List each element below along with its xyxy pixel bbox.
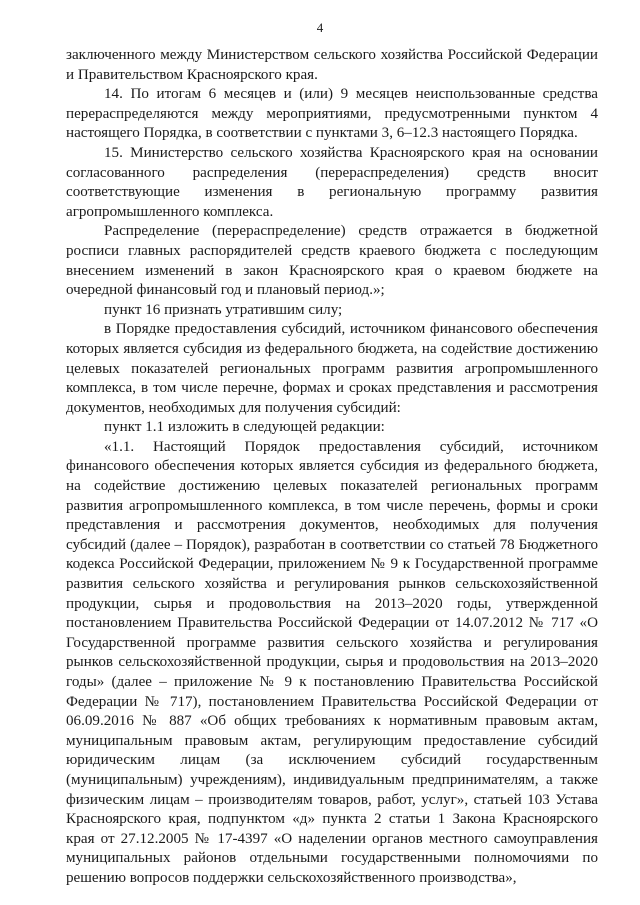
paragraph: 15. Министерство сельского хозяйства Красноярского края на основании согласованного распределения (перераспределения) средств вносит соответствующие изменения в региональную программу развития агропромышленного комплекса. xyxy=(66,144,598,220)
document-body xyxy=(66,46,598,889)
paragraph: заключенного между Министерством сельского хозяйства Российской Федерации и Правительством Красноярского края. xyxy=(66,47,598,83)
paragraph: «1.1. Настоящий Порядок предоставления субсидий, источником финансового обеспечения которых является субсидия из федерального бюджета, на содействие достижению целевых показателей региональных программ развития агропромышленного комплекса, в том числе перечень, формы и сроки представления и рассмотрения документов, необходимых для получения субсидий (далее – Порядок), разработан в соответствии со статьей 78 Бюджетного кодекса Российской Федерации, приложением № 9 к Государственной программе развития сельского хозяйства и регулирования рынков сельскохозяйственной продукции, сырья и продовольствия на 2013–2020 годы, утвержденной постановлением Правительства Российской Федерации от 14.07.2012 № 717 «О Государственной программе развития сельского хозяйства и регулирования рынков сельскохозяйственной продукции, сырья и продовольствия на 2013–2020 годы» (далее – приложение № 9 к постановлению Правительства Российской Федерации № 717), постановлением Правительства Российской Федерации от 06.09.2016 № 887 «Об общих требованиях к нормативным правовым актам, муниципальным правовым актам, регулирующим предоставление субсидий юридическим лицам (за исключением субсидий государственным (муниципальным) учреждениям), индивидуальным предпринимателям, а также физическим лицам – производителям товаров, работ, услуг», статьей 103 Устава Красноярского края, подпунктом «д» пункта 2 статьи 1 Закона Красноярского края от 27.12.2005 № 17-4397 «О наделении органов местного самоуправления муниципальных районов отдельными государственными полномочиями по решению вопросов поддержки сельскохозяйственного производства», xyxy=(66,438,598,886)
paragraph: 14. По итогам 6 месяцев и (или) 9 месяцев неиспользованные средства перераспределяются между мероприятиями, предусмотренными пунктом 4 настоящего Порядка, в соответствии с пунктами 3, 6–12.3 настоящего Порядка. xyxy=(66,86,598,142)
paragraph: пункт 1.1 изложить в следующей редакции: xyxy=(104,419,385,436)
page-number: 4 xyxy=(316,20,324,35)
paragraph: пункт 16 признать утратившим силу; xyxy=(104,301,343,318)
paragraph: Распределение (перераспределение) средств отражается в бюджетной росписи главных распорядителей средств краевого бюджета с последующим внесением изменений в закон Красноярского края о краевом бюджете на очередной финансовый год и плановый период.»; xyxy=(66,223,598,299)
paragraph: в Порядке предоставления субсидий, источником финансового обеспечения которых является субсидия из федерального бюджета, на содействие достижению целевых показателей региональных программ развития агропромышленного комплекса, в том числе перечне, формах и сроках представления и рассмотрения документов, необходимых для получения субсидий: xyxy=(66,321,598,416)
